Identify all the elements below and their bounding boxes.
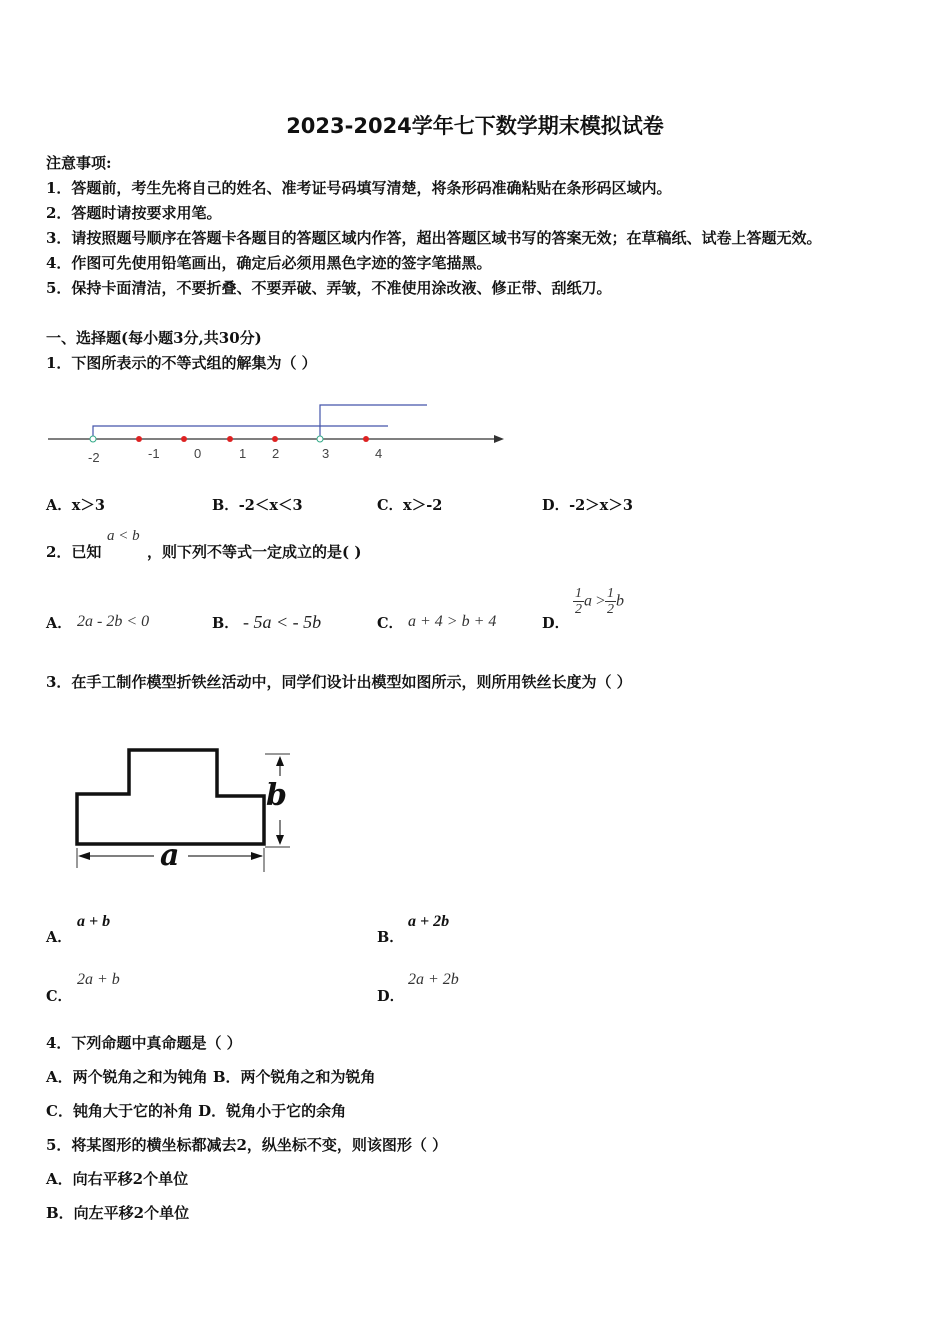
tick-label: 1	[239, 446, 247, 461]
open-point-neg2	[90, 436, 96, 442]
q5-option-b: B．向左平移2个单位	[46, 1204, 190, 1222]
q2-stem-suffix: ，则下列不等式一定成立的是( )	[147, 543, 362, 561]
notice-heading: 注意事项:	[46, 154, 112, 172]
tick-point	[272, 436, 278, 442]
tick-label: 2	[272, 446, 280, 461]
q3-option-d-label: D．	[377, 988, 405, 1005]
fraction: $\frac{1}{2}$	[607, 586, 615, 617]
tick-point	[181, 436, 187, 442]
notice-item: 5．保持卡面清洁，不要折叠、不要弄破、弄皱，不准使用涂改液、修正带、刮纸刀。	[46, 279, 612, 297]
notice-item: 2．答题时请按要求用笔。	[46, 204, 222, 222]
tick-point	[363, 436, 369, 442]
q3-option-c: 2a + b	[77, 971, 120, 988]
q3-option-c-label: C．	[46, 988, 73, 1005]
q2-condition: a < b	[107, 528, 140, 544]
q2-option-a-label: A．	[46, 615, 72, 632]
tick-label: 4	[375, 446, 383, 461]
q1-option-c: C．x＞-2	[377, 497, 443, 514]
model-outline	[77, 750, 264, 844]
q1-option-a: A．x＞3	[46, 497, 105, 514]
number-line-arrow	[494, 435, 504, 443]
solution-bracket-upper	[320, 405, 427, 439]
q3-stem: 3．在手工制作模型折铁丝活动中，同学们设计出模型如图所示，则所用铁丝长度为（ ）	[46, 673, 632, 691]
q3-option-b-label: B．	[377, 929, 404, 946]
tick-label: 3	[322, 446, 330, 461]
dim-b-label: b	[266, 778, 287, 813]
q4-options-line2: C．钝角大于它的补角 D．锐角小于它的余角	[46, 1102, 347, 1120]
q2-stem-prefix: 2．已知	[46, 543, 102, 561]
q1-option-b: B．-2＜x＜3	[212, 497, 303, 514]
q3-option-a-label: A．	[46, 929, 72, 946]
tick-point	[136, 436, 142, 442]
tick-label: -2	[88, 450, 100, 465]
notice-item: 3．请按照题号顺序在答题卡各题目的答题区域内作答，超出答题区域书写的答案无效；在草稿纸、试卷上答题无效。	[46, 229, 822, 247]
tick-point	[227, 436, 233, 442]
q4-options-line1: A．两个锐角之和为钝角 B．两个锐角之和为锐角	[46, 1068, 376, 1086]
tick-label: 0	[194, 446, 202, 461]
q1-option-d: D．-2＞x＞3	[542, 497, 633, 514]
q1-stem: 1．下图所表示的不等式组的解集为（ ）	[46, 354, 317, 372]
q5-option-a: A．向右平移2个单位	[46, 1170, 189, 1188]
q2-option-d: $\frac{1}{2}$ a > $\frac{1}{2}$ b	[575, 586, 625, 617]
q2-option-c-label: C．	[377, 615, 404, 632]
q3-option-b: a + 2b	[408, 913, 450, 930]
q2-option-c: a + 4 > b + 4	[408, 613, 497, 630]
q3-option-a: a + b	[77, 913, 111, 930]
tick-label: -1	[148, 446, 160, 461]
q2-option-b: - 5a < - 5b	[243, 612, 322, 632]
open-point-3	[317, 436, 323, 442]
q4-stem: 4．下列命题中真命题是（ ）	[46, 1034, 242, 1052]
dim-a-label: a	[160, 838, 180, 873]
fraction: $\frac{1}{2}$	[575, 586, 582, 617]
q2-option-b-label: B．	[212, 615, 239, 632]
q5-stem: 5．将某图形的横坐标都减去2，纵坐标不变，则该图形（ ）	[46, 1136, 448, 1154]
section-heading: 一、选择题(每小题3分,共30分)	[46, 329, 262, 347]
number-line-figure	[40, 395, 520, 475]
q3-option-d: 2a + 2b	[408, 971, 459, 988]
notice-item: 1．答题前，考生先将自己的姓名、准考证号码填写清楚，将条形码准确粘贴在条形码区域内。	[46, 179, 672, 197]
notice-item: 4．作图可先使用铅笔画出，确定后必须用黑色字迹的签字笔描黑。	[46, 254, 492, 272]
q2-option-d-label: D．	[542, 615, 570, 632]
page-title: 2023-2024学年七下数学期末模拟试卷	[286, 114, 664, 138]
q2-option-a: 2a - 2b < 0	[77, 613, 150, 630]
